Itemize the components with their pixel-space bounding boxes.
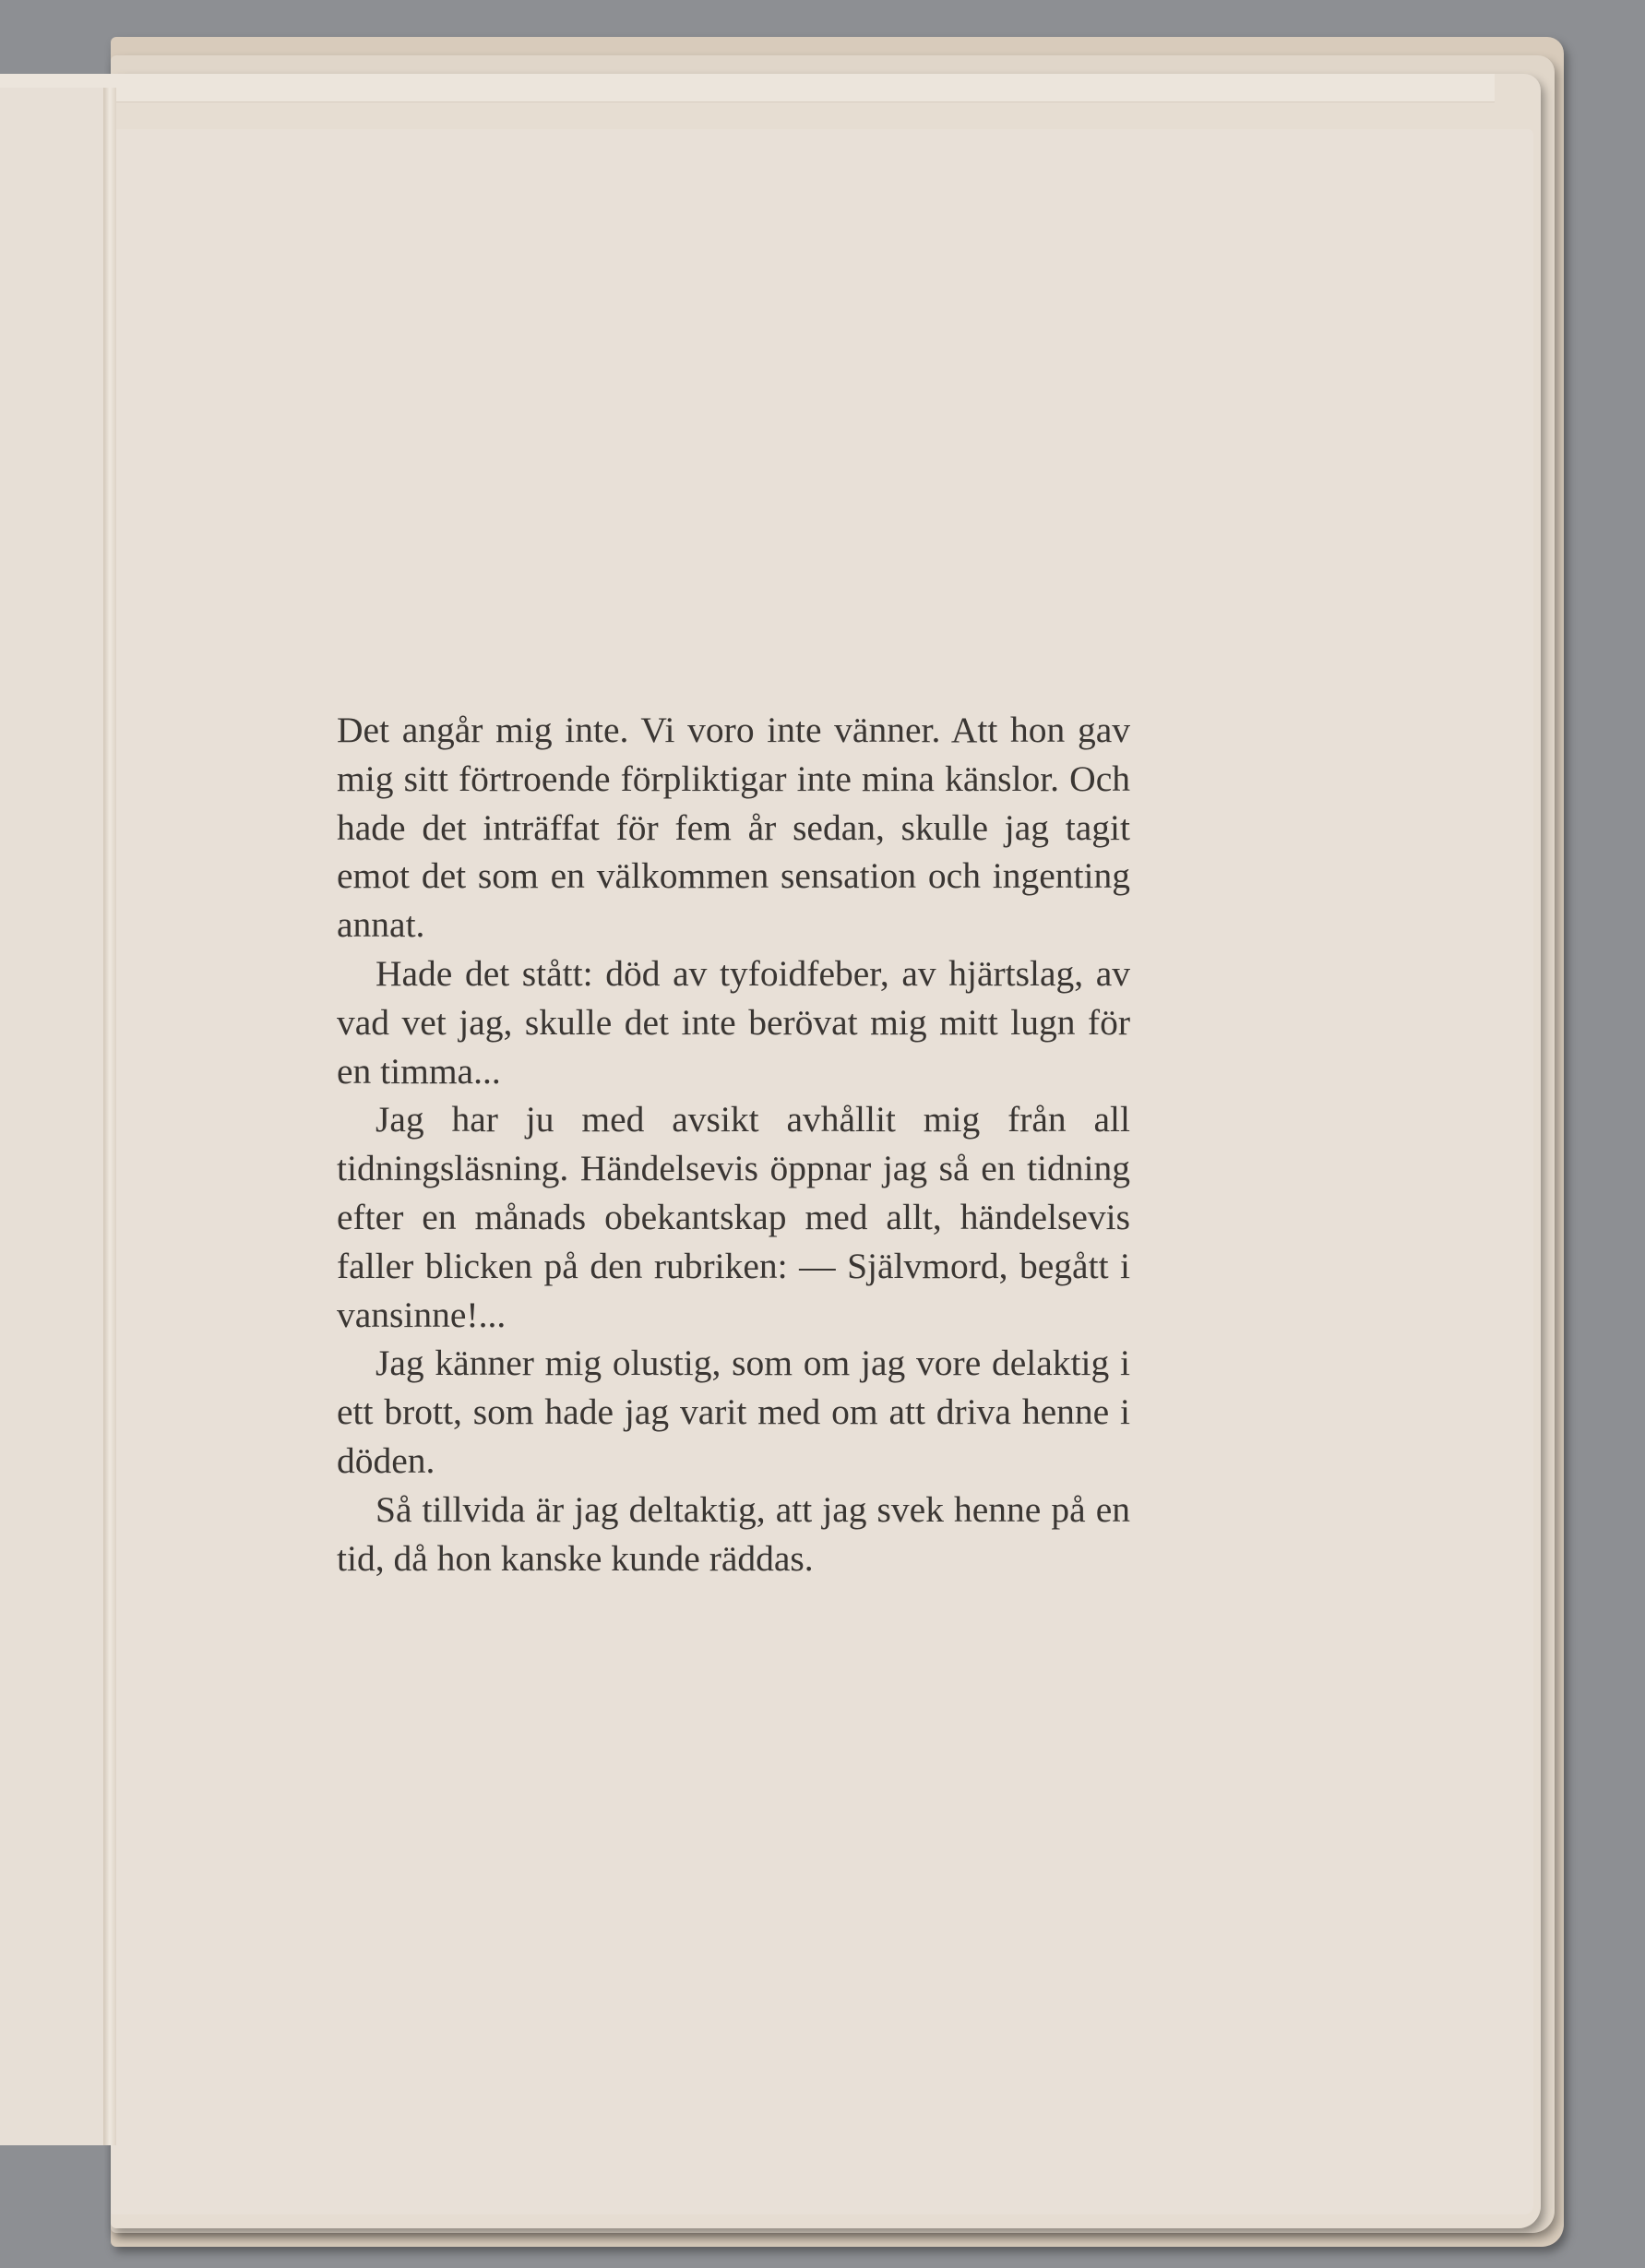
paragraph: Jag känner mig olustig, som om jag vore delaktig i ett brott, som hade jag varit med om att driva henne i döden.	[337, 1343, 1130, 1481]
paragraph: Jag har ju med avsikt avhållit mig från all tidningsläsning. Händelsevis öppnar jag så en tidning efter en månads obekantskap med allt, händelsevis faller blicken på den rubriken: — Självmord, begått i vansinne!...	[337, 1099, 1130, 1335]
left-page	[0, 88, 114, 2145]
book-gutter	[103, 88, 116, 2145]
paragraph: Det angår mig inte. Vi voro inte vänner. Att hon gav mig sitt förtroende förpliktigar inte mina känslor. Och hade det inträffat för fem år sedan, skulle jag tagit emot det som en välkommen sensation och ingenting annat.	[337, 710, 1130, 946]
paragraph: Så tillvida är jag deltaktig, att jag svek henne på en tid, då hon kanske kunde räddas.	[337, 1488, 1130, 1579]
paragraph: Hade det stått: död av tyfoidfeber, av hjärtslag, av vad vet jag, skulle det inte berövat mig mitt lugn för en timma...	[337, 952, 1130, 1092]
top-page-edge	[0, 74, 1495, 102]
page-body-text	[337, 706, 1130, 1582]
